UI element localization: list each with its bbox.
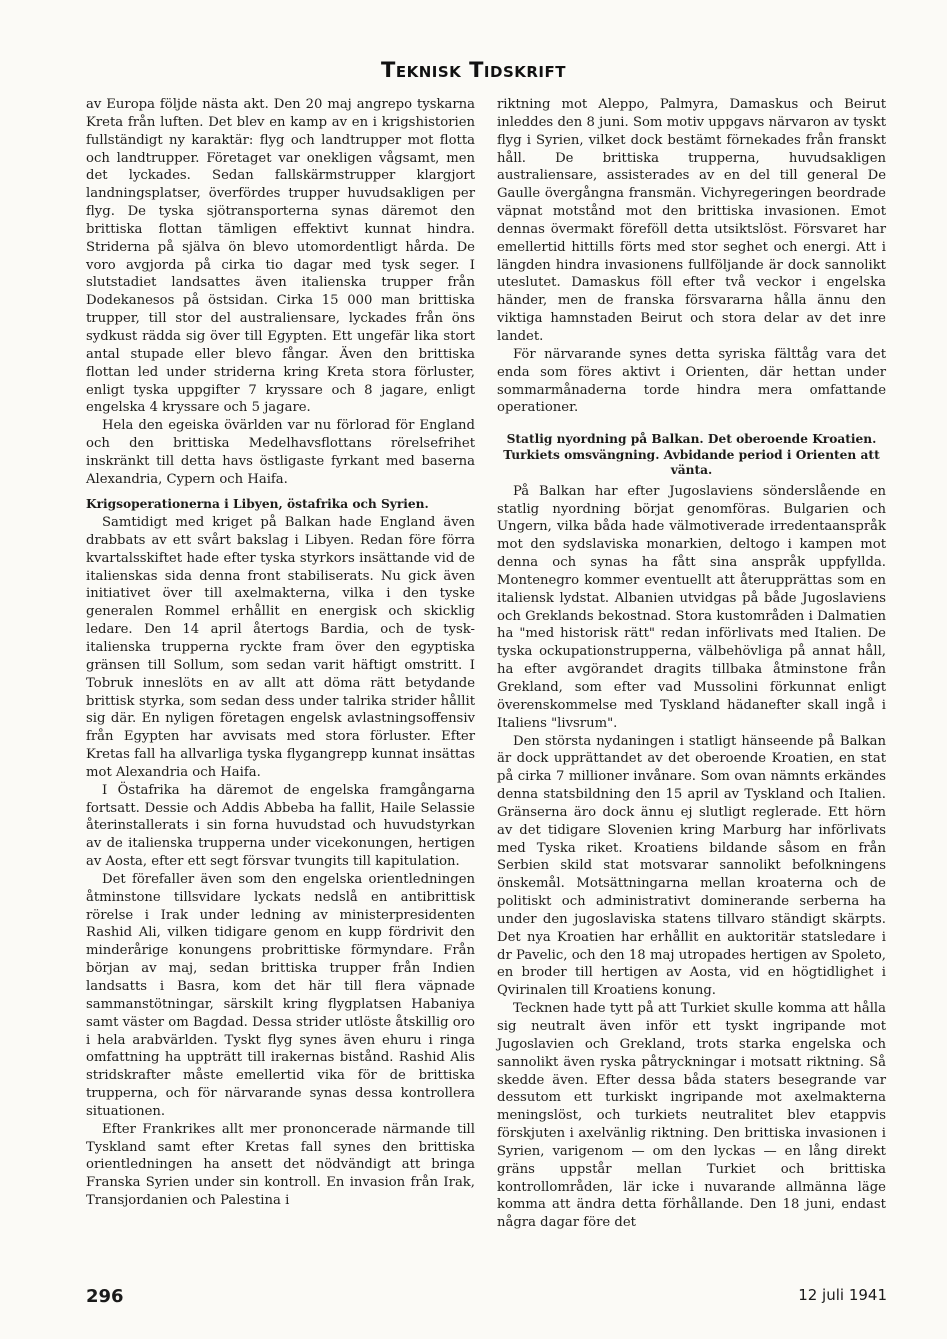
paragraph: Den största nydaningen i statligt hänseende på Balkan är dock upprättandet av det oberoende Kroatien, en stat på cirka 7 millioner invånare. Som ovan nämnts erkändes denna statsbildning den 15 april av Tyskland och Italien. Gränserna äro dock ännu ej slutligt reglerade. Ett hörn av det tidigare Slovenien kring Marburg har införlivats med Tyska riket. Kroatiens bildande såsom en från Serbien skild stat motsvarar sannolikt befolkningens önskemål. Motsättningarna mellan kroaterna och de politiskt och administrativt dominerande serberna ha under den jugoslaviska statens tillvaro ständigt skärpts. Det nya Kroatien har erhållit en auktoritär statsledare i dr Pavelic, och den 18 maj utropades hertigen av Spoleto, en broder till hertigen av Aosta, vid en högtidlighet i Qvirinalen till Kroatiens konung. xyxy=(497,733,886,999)
journal-masthead: Teknisk Tidskrift xyxy=(381,58,566,82)
right-column xyxy=(497,96,886,1232)
issue-date: 12 juli 1941 xyxy=(798,1286,887,1304)
paragraph: Tecknen hade tytt på att Turkiet skulle komma att hålla sig neutralt även inför ett tyskt ingripande mot Jugoslavien och Grekland, trots starka engelska och sannolikt även ryska påtryckningar i motsatt riktning. Så skedde även. Efter dessa båda staters besegrande var dessutom ett turkiskt ingripande mot axelmakterna meningslöst, och turkiets neutralitet blev etappvis förskjuten i axelvänlig riktning. Den brittiska invasionen i Syrien, varigenom — om den lyckas — en lång direkt gräns uppstår mellan Turkiet och brittiska kontrollområden, lär icke i nuvarande allmänna läge komma att ändra detta förhållande. Den 18 juni, endast några dagar före det xyxy=(497,1001,886,1231)
paragraph: För närvarande synes detta syriska fälttåg vara det enda som föres aktivt i Orienten, där hettan under sommarmånaderna torde hindra mera omfattande operationer. xyxy=(497,346,886,416)
page-number: 296 xyxy=(86,1286,124,1307)
paragraph: riktning mot Aleppo, Palmyra, Damaskus och Beirut inleddes den 8 juni. Som motiv uppgavs närvaron av tyskt flyg i Syrien, vilket dock bestämt förnekades från franskt håll. De brittiska trupperna, huvudsakligen australiensare, assisterades av en del till general De Gaulle övergångna fransmän. Vichyregeringen beordrade väpnat motstånd mot den brittiska invasionen. Emot dennas övermakt föreföll detta utsiktslöst. Försvaret har emellertid hittills förts med stor seghet och energi. Att i längden hindra invasionens fullföljande är dock sannolikt uteslutet. Damaskus föll efter två veckor i engelska händer, men de franska försvararna hålla ännu den viktiga hamnstaden Beirut och stora delar av det inre landet. xyxy=(497,97,886,344)
paragraph: Det förefaller även som den engelska orientledningen åtminstone tillsvidare lyckats nedslå en antibrittisk rörelse i Irak under ledning av ministerpresidenten Rashid Ali, vilken tidigare genom en kupp fördrivit den minderårige konungens probrittiske förmyndare. Från början av maj, sedan brittiska trupper från Indien landsatts i Basra, kom det här till flera väpnade sammanstötningar, särskilt kring flygplatsen Habaniya samt väster om Bagdad. Dessa strider utlöste åtskillig oro i hela arabvärlden. Tyskt flyg synes även ehuru i ringa omfattning ha uppträtt till irakernas bistånd. Rashid Alis stridskrafter måste emellertid vika för de brittiska trupperna, och för närvarande synas dessa kontrollera situationen. xyxy=(86,871,475,1119)
left-column xyxy=(86,96,475,1210)
paragraph: Samtidigt med kriget på Balkan hade England även drabbats av ett svårt bakslag i Libyen. Redan före förra kvartalsskiftet hade efter tyska styrkors insättande vid de italienskas sida denna front stabiliserats. Nu gick även initiativet över till axelmakterna, vilka i den tyske generalen Rommel erhållit en energisk och skicklig ledare. Den 14 april återtogs Bardia, och de tysk-italienska trupperna ryckte fram över den egyptiska gränsen till Sollum, som sedan varit häftigt omstritt. I Tobruk inneslöts en av allt att döma rätt betydande brittisk styrka, som sedan dess under talrika strider hållit sig där. En nyligen företagen engelsk avlastningsoffensiv från Egypten har avvisats med stora förluster. Efter Kretas fall ha allvarliga tyska flygangrepp kunnat insättas mot Alexandria och Haifa. xyxy=(86,515,475,780)
paragraph: Hela den egeiska övärlden var nu förlorad för England och den brittiska Medelhavsflottans rörelsefrihet inskränkt till detta havs östligaste fyrkant med baserna Alexandria, Cypern och Haifa. xyxy=(86,418,475,487)
paragraph: På Balkan har efter Jugoslaviens sönderslående en statlig nyordning börjat genomföras. Bulgarien och Ungern, vilka båda hade välmotiverade irredentaanspråk mot den sydslaviska monarkien, deltogo i kampen mot denna och synas ha fått sina anspråk uppfyllda. Montenegro kommer eventuellt att återupprättas som en italiensk lydstat. Albanien utvidgas på både Jugoslaviens och Greklands bekostnad. Stora kustområden i Dalmatien ha "med historisk rätt" redan införlivats med Italien. De tyska ockupationstrupperna, välbehövliga på annat håll, ha efter avgörandet dragits tillbaka åtminstone från Grekland, som efter vad Mussolini förkunnat enligt överenskommelse med Tyskland hädanefter skall ingå i Italiens "livsrum". xyxy=(497,483,886,731)
paragraph: Efter Frankrikes allt mer prononcerade närmande till Tyskland samt efter Kretas fall synes den brittiska orientledningen ha ansett det nödvändigt att bringa Franska Syrien under sin kontroll. En invasion från Irak, Transjordanien och Palestina i xyxy=(86,1121,475,1209)
paragraph: av Europa följde nästa akt. Den 20 maj angrepo tyskarna Kreta från luften. Det blev en kamp av en i krigshistorien fullständigt ny karaktär: flyg och landtrupper mot flotta och landtrupper. Företaget var onekligen vågsamt, men det lyckades. Sedan fallskärmstrupper klargjort landningsplatser, överfördes trupper huvudsakligen per flyg. De tyska sjötransporterna synas däremot den brittiska flottan tämligen effektivt kunnat hindra. Striderna på själva ön blevo utomordentligt hårda. De voro avgjorda på cirka tio dagar med tysk seger. I slutstadiet landsattes även italienska trupper från Dodekanesos på östsidan. Cirka 15 000 man brittiska trupper, till stor del australiensare, lyckades från öns sydkust rädda sig över till Egypten. Ett ungefär lika stort antal stupade eller blevo fångar. Även den brittiska flottan led under striderna kring Kreta stora förluster, enligt tyska uppgifter 7 kryssare och 8 jagare, enligt engelska 4 kryssare och 5 jagare. xyxy=(86,97,475,416)
section-heading: Statlig nyordning på Balkan. Det oberoende Kroatien. Turkiets omsvängning. Avbidande period i Orienten att vänta. xyxy=(503,432,880,478)
section-heading: Krigsoperationerna i Libyen, östafrika och Syrien. xyxy=(86,496,429,511)
paragraph: I Östafrika ha däremot de engelska framgångarna fortsatt. Dessie och Addis Abbeba ha fallit, Haile Selassie återinstallerats i sin forna huvudstad och huvudstyrkan av de italienska trupperna under vicekonungen, hertigen av Aosta, efter ett segt försvar tvungits till kapitulation. xyxy=(86,782,475,870)
